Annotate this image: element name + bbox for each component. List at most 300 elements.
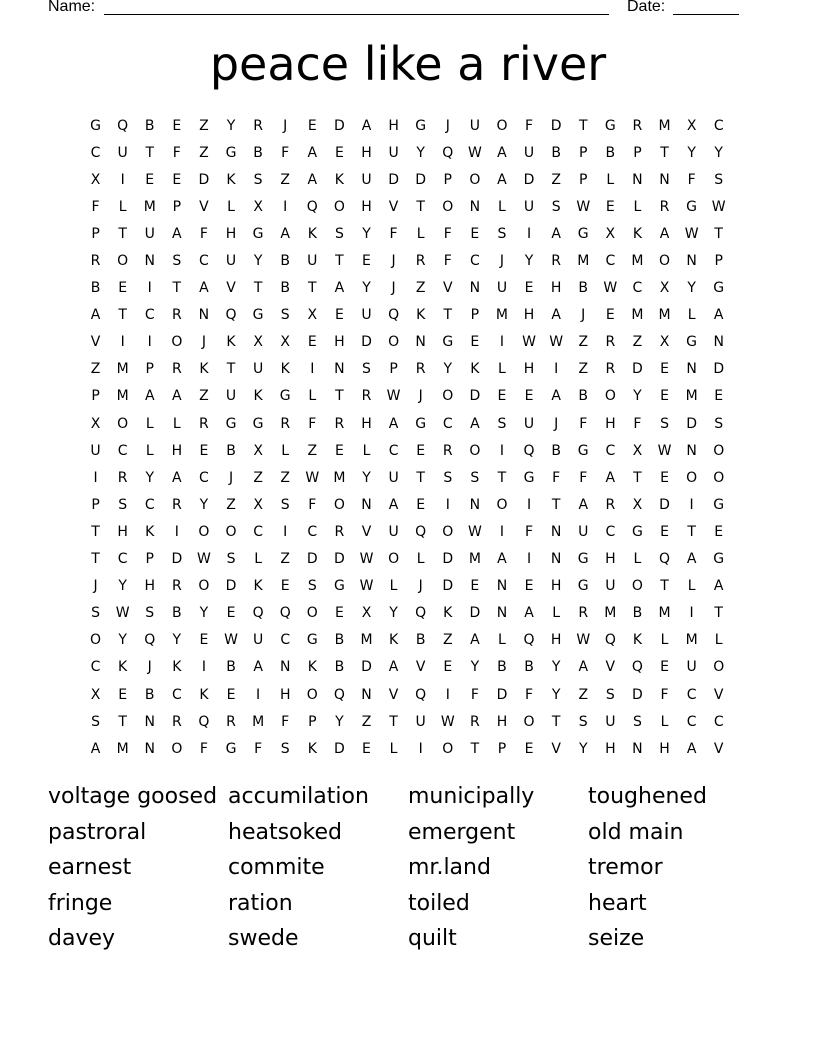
- grid-letter[interactable]: W: [386, 388, 401, 405]
- grid-letter[interactable]: C: [713, 713, 724, 730]
- grid-letter[interactable]: B: [551, 144, 561, 161]
- grid-letter[interactable]: P: [91, 388, 100, 405]
- grid-letter[interactable]: I: [283, 198, 288, 215]
- grid-letter[interactable]: A: [388, 659, 399, 676]
- grid-letter[interactable]: S: [226, 551, 236, 568]
- grid-letter[interactable]: N: [279, 659, 291, 676]
- grid-letter[interactable]: L: [633, 551, 642, 568]
- grid-letter[interactable]: T: [118, 713, 127, 730]
- grid-letter[interactable]: H: [659, 740, 670, 757]
- grid-letter[interactable]: T: [172, 280, 182, 297]
- grid-letter[interactable]: S: [172, 253, 182, 270]
- grid-letter[interactable]: W: [657, 442, 672, 459]
- grid-letter[interactable]: K: [307, 225, 317, 242]
- grid-letter[interactable]: R: [415, 253, 426, 270]
- grid-letter[interactable]: R: [632, 117, 643, 134]
- grid-letter[interactable]: Q: [333, 686, 345, 703]
- grid-letter[interactable]: P: [389, 361, 398, 378]
- grid-letter[interactable]: V: [388, 198, 399, 215]
- grid-letter[interactable]: Z: [307, 442, 318, 459]
- grid-letter[interactable]: F: [199, 740, 208, 757]
- grid-letter[interactable]: A: [713, 307, 724, 324]
- grid-letter[interactable]: C: [90, 144, 101, 161]
- grid-letter[interactable]: W: [576, 198, 591, 215]
- grid-letter[interactable]: K: [334, 171, 344, 188]
- grid-letter[interactable]: X: [659, 334, 670, 351]
- grid-letter[interactable]: C: [442, 415, 453, 432]
- grid-letter[interactable]: I: [120, 334, 125, 351]
- grid-letter[interactable]: D: [659, 496, 670, 513]
- grid-letter[interactable]: L: [416, 225, 425, 242]
- grid-letter[interactable]: L: [389, 740, 398, 757]
- grid-letter[interactable]: L: [254, 551, 263, 568]
- grid-letter[interactable]: Y: [253, 253, 263, 270]
- grid-letter[interactable]: I: [418, 740, 423, 757]
- grid-letter[interactable]: K: [443, 605, 453, 622]
- grid-letter[interactable]: L: [145, 442, 154, 459]
- grid-letter[interactable]: K: [226, 171, 236, 188]
- grid-letter[interactable]: Y: [199, 496, 209, 513]
- grid-letter[interactable]: T: [91, 551, 100, 568]
- grid-letter[interactable]: U: [388, 469, 399, 486]
- grid-letter[interactable]: Q: [388, 307, 400, 324]
- grid-letter[interactable]: J: [228, 469, 234, 486]
- grid-letter[interactable]: C: [686, 713, 697, 730]
- grid-letter[interactable]: W: [197, 551, 211, 568]
- grid-letter[interactable]: B: [280, 253, 290, 270]
- grid-letter[interactable]: E: [226, 686, 236, 703]
- grid-letter[interactable]: P: [633, 144, 642, 161]
- grid-letter[interactable]: P: [714, 253, 723, 270]
- grid-letter[interactable]: A: [524, 605, 534, 622]
- grid-letter[interactable]: X: [605, 225, 616, 242]
- grid-letter[interactable]: G: [577, 225, 589, 242]
- grid-letter[interactable]: L: [633, 198, 642, 215]
- grid-letter[interactable]: C: [199, 253, 209, 270]
- grid-letter[interactable]: D: [469, 605, 481, 622]
- grid-letter[interactable]: Q: [415, 523, 427, 540]
- grid-letter[interactable]: K: [632, 225, 643, 242]
- grid-letter[interactable]: G: [686, 334, 698, 351]
- grid-letter[interactable]: E: [334, 442, 344, 459]
- grid-letter[interactable]: J: [283, 117, 288, 134]
- grid-letter[interactable]: B: [144, 686, 155, 703]
- grid-letter[interactable]: W: [711, 198, 726, 215]
- grid-letter[interactable]: A: [388, 415, 399, 432]
- grid-letter[interactable]: T: [118, 225, 127, 242]
- grid-letter[interactable]: Y: [443, 361, 453, 378]
- grid-letter[interactable]: M: [685, 388, 698, 405]
- grid-letter[interactable]: T: [687, 523, 696, 540]
- grid-letter[interactable]: F: [660, 686, 669, 703]
- grid-letter[interactable]: W: [576, 632, 591, 649]
- grid-letter[interactable]: K: [199, 686, 209, 703]
- grid-letter[interactable]: Q: [198, 713, 210, 730]
- grid-letter[interactable]: W: [684, 225, 699, 242]
- grid-letter[interactable]: F: [579, 469, 588, 486]
- grid-letter[interactable]: R: [442, 442, 453, 459]
- grid-letter[interactable]: U: [523, 144, 535, 161]
- grid-letter[interactable]: R: [334, 523, 345, 540]
- grid-letter[interactable]: P: [308, 713, 317, 730]
- grid-letter[interactable]: N: [632, 740, 643, 757]
- grid-letter[interactable]: E: [172, 117, 182, 134]
- grid-letter[interactable]: B: [144, 117, 155, 134]
- grid-letter[interactable]: F: [525, 523, 534, 540]
- grid-letter[interactable]: N: [659, 171, 670, 188]
- grid-letter[interactable]: X: [686, 117, 697, 134]
- grid-letter[interactable]: Q: [631, 659, 643, 676]
- grid-letter[interactable]: U: [415, 713, 426, 730]
- grid-letter[interactable]: F: [281, 713, 290, 730]
- grid-letter[interactable]: O: [469, 442, 481, 459]
- grid-letter[interactable]: R: [171, 361, 182, 378]
- grid-letter[interactable]: X: [253, 334, 263, 351]
- grid-letter[interactable]: Y: [335, 713, 344, 730]
- grid-letter[interactable]: S: [714, 415, 724, 432]
- grid-letter[interactable]: G: [415, 117, 427, 134]
- grid-letter[interactable]: A: [578, 496, 589, 513]
- grid-letter[interactable]: O: [442, 388, 454, 405]
- grid-letter[interactable]: C: [171, 686, 182, 703]
- grid-letter[interactable]: I: [445, 496, 450, 513]
- grid-letter[interactable]: U: [469, 117, 480, 134]
- grid-letter[interactable]: H: [361, 144, 372, 161]
- grid-letter[interactable]: M: [658, 117, 671, 134]
- grid-letter[interactable]: E: [307, 117, 317, 134]
- grid-letter[interactable]: Y: [551, 659, 561, 676]
- grid-letter[interactable]: E: [307, 334, 317, 351]
- grid-letter[interactable]: U: [523, 198, 535, 215]
- grid-letter[interactable]: Z: [199, 117, 209, 134]
- grid-letter[interactable]: A: [307, 144, 318, 161]
- grid-letter[interactable]: L: [281, 442, 290, 459]
- grid-letter[interactable]: A: [551, 307, 561, 324]
- grid-letter[interactable]: R: [361, 388, 372, 405]
- grid-letter[interactable]: E: [605, 307, 615, 324]
- grid-letter[interactable]: A: [144, 388, 155, 405]
- grid-letter[interactable]: J: [201, 334, 206, 351]
- grid-letter[interactable]: H: [605, 551, 616, 568]
- grid-letter[interactable]: H: [171, 442, 183, 459]
- grid-letter[interactable]: W: [359, 578, 374, 595]
- grid-letter[interactable]: O: [686, 469, 698, 486]
- grid-letter[interactable]: G: [90, 117, 101, 134]
- grid-letter[interactable]: U: [225, 253, 237, 270]
- grid-letter[interactable]: N: [198, 307, 210, 324]
- grid-letter[interactable]: B: [578, 388, 589, 405]
- grid-letter[interactable]: G: [713, 496, 725, 513]
- grid-letter[interactable]: Z: [199, 144, 209, 161]
- grid-letter[interactable]: L: [145, 415, 154, 432]
- grid-letter[interactable]: D: [171, 551, 183, 568]
- grid-letter[interactable]: N: [496, 605, 508, 622]
- grid-letter[interactable]: N: [550, 523, 562, 540]
- grid-letter[interactable]: G: [631, 523, 643, 540]
- grid-letter[interactable]: S: [91, 605, 100, 622]
- grid-letter[interactable]: X: [90, 171, 101, 188]
- grid-letter[interactable]: F: [172, 144, 181, 161]
- grid-letter[interactable]: R: [90, 253, 101, 270]
- grid-letter[interactable]: H: [550, 632, 562, 649]
- grid-letter[interactable]: F: [525, 117, 534, 134]
- grid-letter[interactable]: B: [578, 280, 589, 297]
- grid-letter[interactable]: X: [361, 605, 372, 622]
- grid-letter[interactable]: N: [144, 713, 155, 730]
- grid-letter[interactable]: H: [279, 686, 291, 703]
- grid-letter[interactable]: O: [442, 740, 454, 757]
- grid-letter[interactable]: L: [362, 442, 371, 459]
- grid-letter[interactable]: Y: [362, 280, 371, 297]
- grid-letter[interactable]: Y: [551, 686, 561, 703]
- grid-letter[interactable]: D: [415, 171, 427, 188]
- grid-letter[interactable]: Y: [416, 144, 425, 161]
- grid-letter[interactable]: O: [713, 659, 725, 676]
- grid-letter[interactable]: Y: [362, 469, 371, 486]
- grid-letter[interactable]: E: [497, 388, 507, 405]
- grid-letter[interactable]: L: [606, 171, 615, 188]
- grid-letter[interactable]: N: [469, 198, 481, 215]
- grid-letter[interactable]: B: [172, 605, 182, 622]
- grid-letter[interactable]: F: [389, 225, 398, 242]
- grid-letter[interactable]: P: [443, 171, 452, 188]
- grid-letter[interactable]: B: [226, 442, 236, 459]
- grid-letter[interactable]: D: [686, 415, 697, 432]
- grid-letter[interactable]: F: [281, 144, 290, 161]
- grid-letter[interactable]: U: [361, 171, 372, 188]
- grid-letter[interactable]: G: [577, 578, 589, 595]
- grid-letter[interactable]: K: [307, 740, 317, 757]
- grid-letter[interactable]: K: [172, 659, 182, 676]
- grid-letter[interactable]: N: [686, 361, 697, 378]
- grid-letter[interactable]: X: [659, 280, 670, 297]
- grid-letter[interactable]: V: [605, 659, 616, 676]
- grid-letter[interactable]: D: [198, 171, 210, 188]
- grid-letter[interactable]: E: [470, 225, 480, 242]
- grid-letter[interactable]: L: [118, 198, 127, 215]
- grid-letter[interactable]: T: [660, 578, 669, 595]
- grid-letter[interactable]: O: [333, 198, 345, 215]
- grid-letter[interactable]: R: [117, 469, 128, 486]
- grid-letter[interactable]: H: [605, 740, 616, 757]
- grid-letter[interactable]: J: [445, 117, 450, 134]
- grid-letter[interactable]: A: [172, 388, 182, 405]
- grid-letter[interactable]: R: [171, 578, 182, 595]
- grid-letter[interactable]: U: [252, 632, 264, 649]
- grid-letter[interactable]: U: [225, 388, 237, 405]
- grid-letter[interactable]: M: [495, 307, 508, 324]
- grid-letter[interactable]: P: [91, 225, 100, 242]
- grid-letter[interactable]: W: [467, 144, 482, 161]
- grid-letter[interactable]: A: [713, 578, 724, 595]
- grid-letter[interactable]: S: [632, 713, 642, 730]
- grid-letter[interactable]: S: [578, 713, 588, 730]
- grid-letter[interactable]: F: [254, 740, 263, 757]
- grid-letter[interactable]: Y: [199, 605, 209, 622]
- grid-letter[interactable]: R: [605, 334, 616, 351]
- grid-letter[interactable]: L: [714, 632, 723, 649]
- grid-letter[interactable]: N: [415, 334, 426, 351]
- grid-letter[interactable]: F: [470, 686, 479, 703]
- grid-letter[interactable]: L: [498, 632, 506, 649]
- grid-letter[interactable]: F: [687, 171, 696, 188]
- grid-letter[interactable]: W: [440, 713, 455, 730]
- grid-letter[interactable]: H: [144, 578, 155, 595]
- grid-letter[interactable]: Q: [144, 632, 156, 649]
- grid-letter[interactable]: E: [470, 334, 480, 351]
- grid-letter[interactable]: L: [552, 605, 561, 622]
- grid-letter[interactable]: E: [362, 253, 371, 270]
- grid-letter[interactable]: T: [714, 605, 723, 622]
- grid-letter[interactable]: I: [283, 523, 288, 540]
- grid-letter[interactable]: W: [115, 605, 130, 622]
- grid-letter[interactable]: S: [280, 740, 290, 757]
- grid-letter[interactable]: Q: [523, 442, 535, 459]
- grid-letter[interactable]: Y: [145, 469, 155, 486]
- grid-letter[interactable]: X: [253, 198, 263, 215]
- grid-letter[interactable]: J: [499, 253, 505, 270]
- grid-letter[interactable]: Y: [578, 740, 588, 757]
- grid-letter[interactable]: S: [551, 198, 561, 215]
- grid-letter[interactable]: S: [307, 578, 317, 595]
- grid-letter[interactable]: J: [93, 578, 98, 595]
- grid-letter[interactable]: N: [686, 442, 697, 459]
- grid-letter[interactable]: V: [415, 659, 426, 676]
- grid-letter[interactable]: Y: [524, 253, 534, 270]
- grid-letter[interactable]: A: [388, 496, 399, 513]
- grid-letter[interactable]: C: [117, 551, 128, 568]
- grid-letter[interactable]: G: [577, 442, 589, 459]
- grid-letter[interactable]: E: [443, 659, 453, 676]
- grid-letter[interactable]: R: [415, 361, 426, 378]
- grid-letter[interactable]: O: [496, 496, 508, 513]
- grid-letter[interactable]: O: [90, 632, 102, 649]
- grid-letter[interactable]: S: [145, 605, 155, 622]
- grid-letter[interactable]: T: [633, 469, 642, 486]
- grid-letter[interactable]: Y: [714, 144, 723, 161]
- grid-letter[interactable]: R: [469, 713, 480, 730]
- grid-letter[interactable]: R: [199, 415, 209, 432]
- grid-letter[interactable]: N: [469, 280, 481, 297]
- grid-letter[interactable]: L: [498, 361, 506, 378]
- grid-letter[interactable]: N: [686, 253, 697, 270]
- grid-letter[interactable]: K: [145, 523, 155, 540]
- grid-letter[interactable]: A: [497, 144, 507, 161]
- grid-letter[interactable]: M: [631, 253, 644, 270]
- grid-letter[interactable]: A: [686, 551, 697, 568]
- grid-letter[interactable]: B: [605, 144, 616, 161]
- grid-letter[interactable]: K: [416, 307, 426, 324]
- grid-letter[interactable]: F: [199, 225, 208, 242]
- grid-letter[interactable]: Y: [118, 632, 127, 649]
- grid-letter[interactable]: B: [334, 659, 345, 676]
- grid-letter[interactable]: Z: [632, 334, 643, 351]
- grid-letter[interactable]: I: [174, 523, 179, 540]
- grid-letter[interactable]: V: [226, 280, 236, 297]
- grid-letter[interactable]: T: [470, 740, 480, 757]
- grid-letter[interactable]: P: [172, 198, 182, 215]
- grid-letter[interactable]: A: [497, 551, 507, 568]
- grid-letter[interactable]: E: [524, 388, 534, 405]
- grid-letter[interactable]: Q: [415, 605, 427, 622]
- grid-letter[interactable]: N: [632, 171, 643, 188]
- grid-letter[interactable]: W: [467, 523, 482, 540]
- grid-letter[interactable]: H: [523, 307, 535, 324]
- grid-letter[interactable]: C: [117, 442, 128, 459]
- grid-letter[interactable]: T: [308, 280, 317, 297]
- grid-letter[interactable]: P: [579, 171, 588, 188]
- grid-letter[interactable]: P: [470, 307, 480, 324]
- grid-letter[interactable]: A: [497, 171, 507, 188]
- grid-letter[interactable]: V: [713, 740, 724, 757]
- grid-letter[interactable]: D: [334, 117, 345, 134]
- grid-letter[interactable]: D: [496, 686, 508, 703]
- grid-letter[interactable]: A: [334, 280, 345, 297]
- grid-letter[interactable]: C: [605, 253, 616, 270]
- grid-letter[interactable]: U: [90, 442, 101, 459]
- grid-letter[interactable]: S: [497, 415, 507, 432]
- grid-letter[interactable]: E: [660, 361, 669, 378]
- grid-letter[interactable]: Y: [118, 578, 127, 595]
- grid-letter[interactable]: H: [550, 578, 562, 595]
- grid-letter[interactable]: I: [554, 361, 559, 378]
- grid-letter[interactable]: H: [496, 713, 508, 730]
- grid-letter[interactable]: K: [199, 361, 209, 378]
- grid-letter[interactable]: G: [713, 280, 725, 297]
- grid-letter[interactable]: A: [470, 632, 480, 649]
- grid-letter[interactable]: C: [686, 686, 697, 703]
- grid-letter[interactable]: E: [416, 496, 426, 513]
- grid-letter[interactable]: G: [252, 225, 264, 242]
- grid-letter[interactable]: D: [632, 361, 643, 378]
- grid-letter[interactable]: U: [578, 523, 589, 540]
- grid-letter[interactable]: J: [418, 578, 423, 595]
- grid-letter[interactable]: X: [90, 415, 101, 432]
- grid-letter[interactable]: H: [550, 280, 562, 297]
- grid-letter[interactable]: T: [416, 469, 425, 486]
- grid-letter[interactable]: M: [631, 307, 644, 324]
- grid-letter[interactable]: L: [660, 713, 669, 730]
- grid-letter[interactable]: F: [308, 415, 317, 432]
- grid-letter[interactable]: A: [605, 469, 616, 486]
- grid-letter[interactable]: P: [145, 551, 154, 568]
- grid-letter[interactable]: L: [308, 388, 317, 405]
- grid-letter[interactable]: M: [468, 551, 481, 568]
- grid-letter[interactable]: G: [306, 632, 318, 649]
- grid-letter[interactable]: E: [172, 171, 182, 188]
- grid-letter[interactable]: P: [145, 361, 154, 378]
- grid-letter[interactable]: R: [334, 415, 345, 432]
- grid-letter[interactable]: G: [577, 551, 589, 568]
- grid-letter[interactable]: G: [225, 415, 237, 432]
- grid-letter[interactable]: K: [307, 659, 317, 676]
- grid-letter[interactable]: E: [118, 686, 128, 703]
- grid-letter[interactable]: H: [605, 415, 616, 432]
- grid-letter[interactable]: O: [198, 578, 210, 595]
- grid-letter[interactable]: Z: [361, 713, 372, 730]
- date-blank-line[interactable]: [673, 14, 739, 15]
- grid-letter[interactable]: B: [415, 632, 426, 649]
- grid-letter[interactable]: Y: [389, 605, 398, 622]
- grid-letter[interactable]: G: [686, 198, 698, 215]
- grid-letter[interactable]: G: [415, 415, 427, 432]
- grid-letter[interactable]: K: [470, 361, 480, 378]
- grid-letter[interactable]: C: [388, 442, 399, 459]
- grid-letter[interactable]: R: [280, 415, 291, 432]
- grid-letter[interactable]: U: [605, 713, 616, 730]
- grid-letter[interactable]: F: [443, 253, 452, 270]
- grid-letter[interactable]: E: [524, 578, 534, 595]
